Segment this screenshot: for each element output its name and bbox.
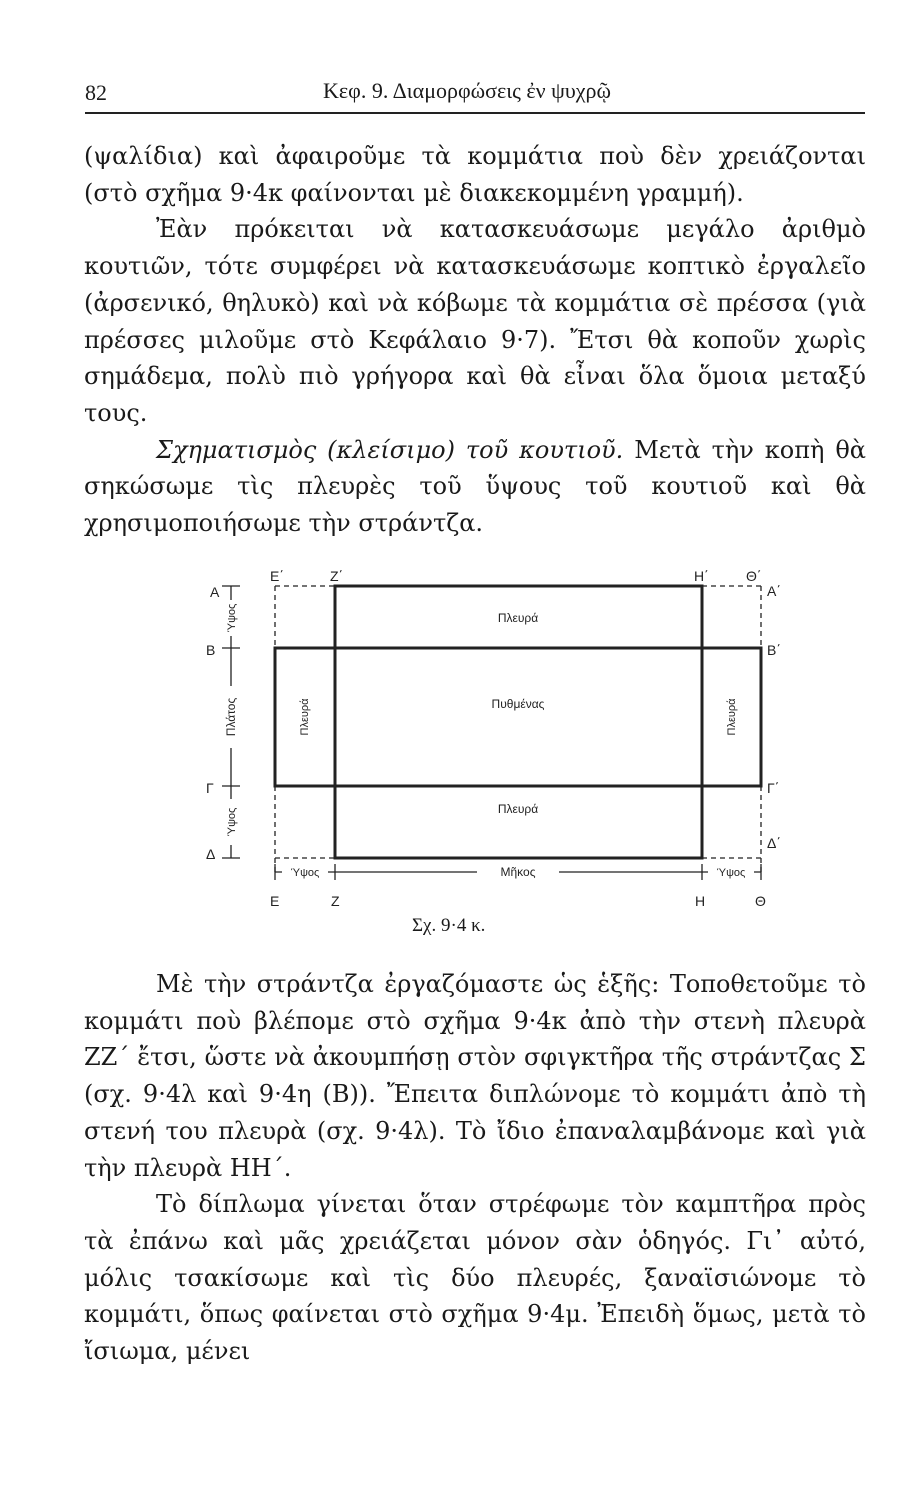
cut-lines [275, 586, 761, 873]
label-z: Ζ [331, 893, 340, 908]
dim-width: Πλάτος [224, 697, 238, 737]
page-header [85, 74, 865, 114]
label-e: Ε [270, 893, 280, 908]
dim-length: Μῆκος [500, 865, 536, 879]
label-d-prime: Δ΄ [767, 835, 782, 851]
running-head: Κεφ. 9. Διαμορφώσεις ἐν ψυχρῷ [323, 78, 611, 103]
label-b-prime: Β΄ [767, 642, 781, 658]
header-rule [85, 112, 865, 114]
panel-top-side: Πλευρά [497, 611, 539, 625]
paragraph-1: (ψαλίδια) καὶ ἀφαιροῦμε τὰ κομμάτια ποὺ δὲν χρειάζονται (στὸ σχῆμα 9·4κ φαίνονται μὲ διακεκομμένη γραμμή). [84, 142, 866, 207]
dim-height-left: Ύψος [290, 867, 320, 879]
body-text-top [84, 138, 866, 542]
dim-height-top: Ύψος [226, 603, 238, 633]
label-e-prime: Ε΄ [270, 568, 284, 584]
box-pattern-figure [190, 548, 810, 908]
figure-caption: Σχ. 9·4 κ. [412, 915, 486, 936]
panel-left-side: Πλευρά [299, 698, 311, 736]
outline-left-right [275, 648, 761, 786]
paragraph-3-text: Μετὰ τὴν κοπὴ θὰ σηκώσωμε τὶς πλευρὲς τοῦ ὕψους τοῦ κουτιοῦ καὶ θὰ χρησιμοποιήσωμε τὴν στράντζα. [84, 435, 866, 538]
page-number: 82 [85, 80, 107, 105]
panel-right-side: Πλευρά [726, 698, 738, 736]
outline-top-bottom [335, 586, 702, 858]
label-th: Θ [755, 893, 766, 908]
dim-height-right: Ύψος [716, 867, 746, 879]
dim-height-bottom: Ύψος [226, 807, 238, 837]
label-g: Γ [206, 780, 214, 796]
paragraph-3 [84, 432, 866, 542]
label-a: Α [210, 584, 220, 600]
section-heading: Σχηματισμὸς (κλείσιμο) τοῦ κουτιοῦ. [156, 435, 624, 464]
paragraph-4: Μὲ τὴν στράντζα ἐργαζόμαστε ὡς ἑξῆς: Τοποθετοῦμε τὸ κομμάτι ποὺ βλέπομε στὸ σχῆμα 9·4κ ἀπὸ τὴν στενὴ πλευρὰ ΖΖ΄ ἔτσι, ὥστε νὰ ἀκουμπήσῃ στὸν σφιγκτῆρα τῆς στράντζας Σ (σχ. 9·4λ καὶ 9·4η (Β)). Ἔπειτα διπλώνομε τὸ κομμάτι ἀπὸ τὴ στενή του πλευρὰ (σχ. 9·4λ). Τὸ ἴδιο ἐπαναλαμβάνομε καὶ γιὰ τὴν πλευρὰ ΗΗ΄. [84, 970, 866, 1182]
paragraph-5: Τὸ δίπλωμα γίνεται ὅταν στρέφωμε τὸν καμπτῆρα πρὸς τὰ ἐπάνω καὶ μᾶς χρειάζεται μόνον σὰν ὁδηγός. Γι᾿ αὐτό, μόλις τσακίσωμε καὶ τὶς δύο πλευρές, ξαναϊσιώνομε τὸ κομμάτι, ὅπως φαίνεται στὸ σχῆμα 9·4μ. Ἐπειδὴ ὅμως, μετὰ τὸ ἴσιωμα, μένει [84, 1190, 866, 1366]
label-h-prime: Η΄ [694, 568, 709, 584]
label-a-prime: Α΄ [767, 583, 781, 599]
paragraph-2: Ἐὰν πρόκειται νὰ κατασκευάσωμε μεγάλο ἀριθμὸ κουτιῶν, τότε συμφέρει νὰ κατασκευάσωμε κοπτικὸ ἐργαλεῖο (ἀρσενικό, θηλυκὸ) καὶ νὰ κόβωμε τὰ κομμάτια σὲ πρέσσα (γιὰ πρέσσες μιλοῦμε στὸ Κεφάλαιο 9·7). Ἔτσι θὰ κοποῦν χωρὶς σημάδεμα, πολὺ πιὸ γρήγορα καὶ θὰ εἶναι ὅλα ὅμοια μεταξύ τους. [84, 215, 866, 427]
label-th-prime: Θ΄ [746, 568, 762, 584]
label-b: Β [206, 642, 216, 658]
label-d: Δ [206, 846, 216, 862]
panel-bottom-base: Πυθμένας [491, 697, 545, 711]
label-g-prime: Γ΄ [767, 780, 780, 796]
panel-bottom-side: Πλευρά [497, 802, 539, 816]
label-z-prime: Ζ΄ [330, 568, 344, 584]
box-pattern-drawing [190, 548, 810, 908]
label-h: Η [695, 893, 706, 908]
body-text-bottom [84, 966, 866, 1370]
